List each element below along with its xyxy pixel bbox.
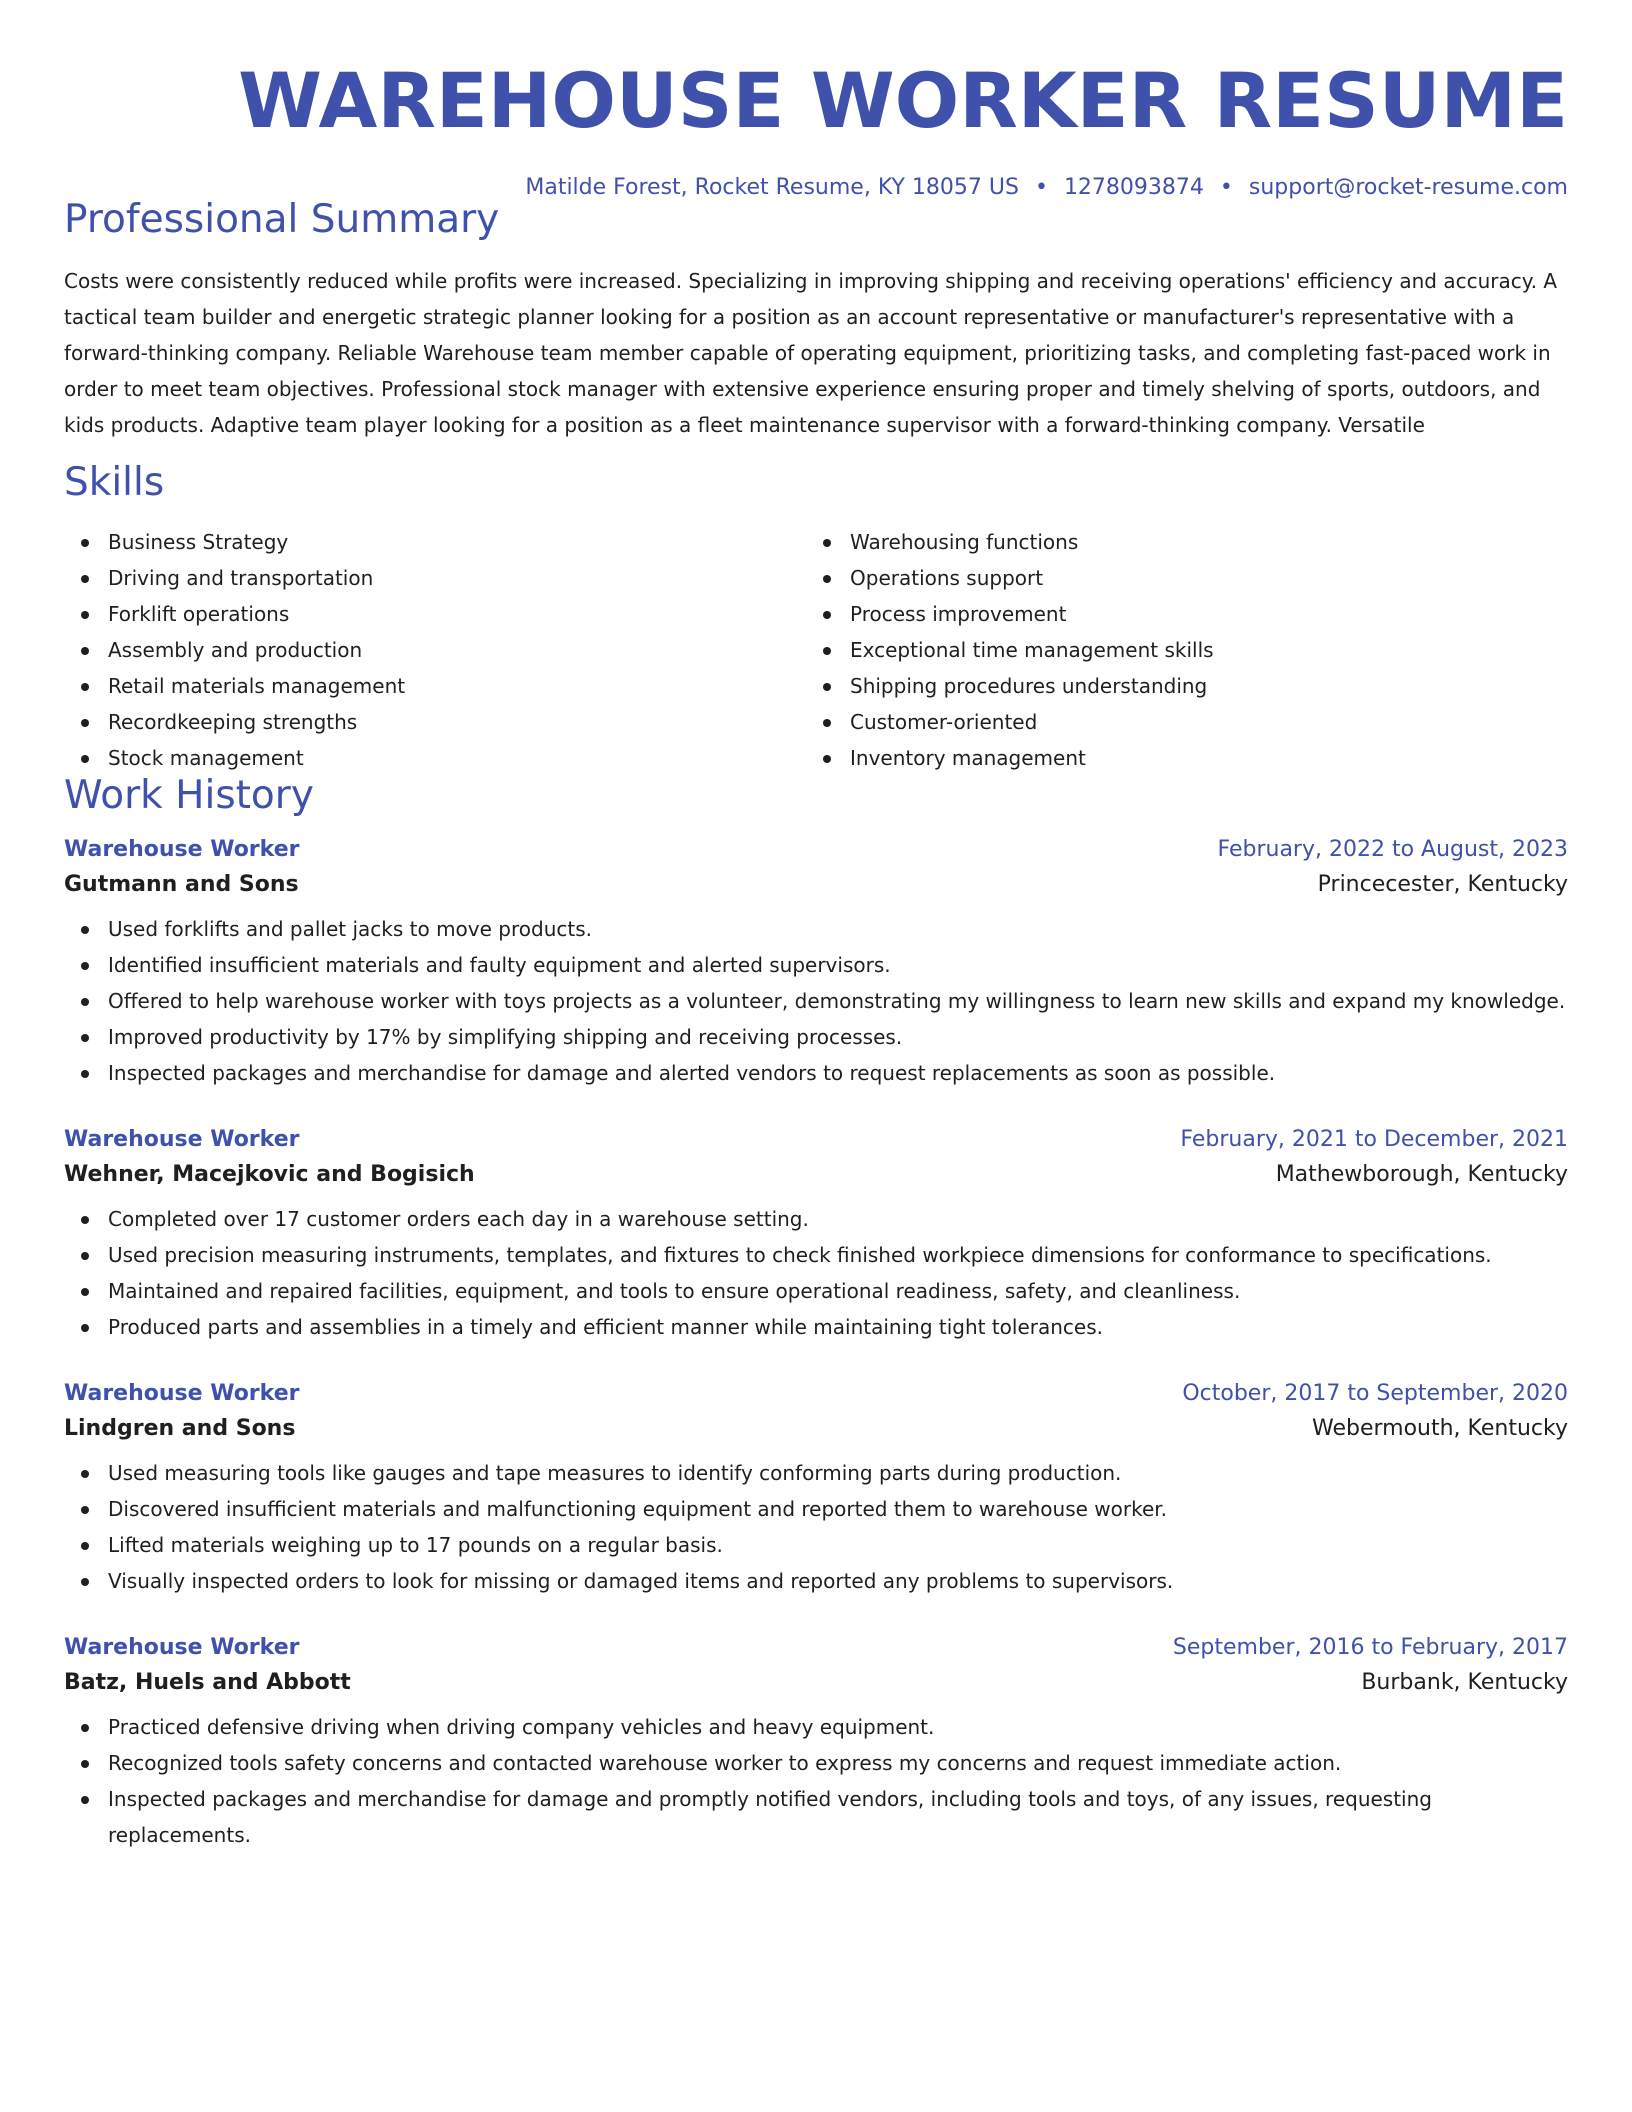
duty-item: Used precision measuring instruments, templates, and fixtures to check finished workpiece dimensions for conformance to specifications. — [64, 1237, 1568, 1273]
skill-item: Inventory management — [806, 740, 1548, 776]
summary-heading: Professional Summary — [64, 197, 500, 242]
skill-item: Shipping procedures understanding — [806, 668, 1548, 704]
skill-item: Business Strategy — [64, 524, 806, 560]
job-entry — [64, 1127, 1568, 1345]
job-dates: February, 2022 to August, 2023 — [1217, 837, 1568, 862]
job-location: Mathewborough, Kentucky — [1275, 1162, 1568, 1187]
duty-item: Discovered insufficient materials and malfunctioning equipment and reported them to warehouse worker. — [64, 1491, 1568, 1527]
duty-item: Practiced defensive driving when driving company vehicles and heavy equipment. — [64, 1709, 1568, 1745]
skills-column-right — [806, 524, 1548, 776]
job-company: Wehner, Macejkovic and Bogisich — [64, 1162, 475, 1187]
duty-item: Completed over 17 customer orders each day in a warehouse setting. — [64, 1201, 1568, 1237]
job-location: Princecester, Kentucky — [1317, 872, 1568, 897]
duty-item: Inspected packages and merchandise for damage and alerted vendors to request replacements as soon as possible. — [64, 1055, 1568, 1091]
contact-address: Matilde Forest, Rocket Resume, KY 18057 US — [525, 175, 1019, 200]
job-title: Warehouse Worker — [64, 837, 300, 862]
summary-text: Costs were consistently reduced while profits were increased. Specializing in improving shipping and receiving operations' efficiency and accuracy. A tactical team builder and energetic strategic planner looking for a position as an account representative or manufacturer's representative with a forward-thinking company. Reliable Warehouse team member capable of operating equipment, prioritizing tasks, and completing fast-paced work in order to meet team objectives. Professional stock manager with extensive experience ensuring proper and timely shelving of sports, outdoors, and kids products. Adaptive team player looking for a position as a fleet maintenance supervisor with a forward-thinking company. Versatile — [64, 269, 1558, 437]
job-dates: September, 2016 to February, 2017 — [1172, 1635, 1568, 1660]
duty-item: Maintained and repaired facilities, equipment, and tools to ensure operational readiness, safety, and cleanliness. — [64, 1273, 1568, 1309]
job-location: Webermouth, Kentucky — [1312, 1416, 1568, 1441]
job-entry — [64, 1635, 1568, 1853]
job-dates: February, 2021 to December, 2021 — [1180, 1127, 1568, 1152]
job-company-row — [64, 1162, 1568, 1187]
contact-separator: • — [1219, 175, 1233, 200]
duty-item: Recognized tools safety concerns and contacted warehouse worker to express my concerns and request immediate action. — [64, 1745, 1568, 1781]
job-company: Lindgren and Sons — [64, 1416, 296, 1441]
skill-item: Recordkeeping strengths — [64, 704, 806, 740]
duty-item: Used forklifts and pallet jacks to move products. — [64, 911, 1568, 947]
contact-email: support@rocket-resume.com — [1248, 175, 1568, 200]
resume-title: WAREHOUSE WORKER RESUME — [238, 56, 1568, 145]
job-title: Warehouse Worker — [64, 1127, 300, 1152]
job-title: Warehouse Worker — [64, 1635, 300, 1660]
skill-item: Assembly and production — [64, 632, 806, 668]
job-company: Batz, Huels and Abbott — [64, 1670, 351, 1695]
duty-item: Produced parts and assemblies in a timely and efficient manner while maintaining tight tolerances. — [64, 1309, 1568, 1345]
skill-item: Forklift operations — [64, 596, 806, 632]
skill-item: Operations support — [806, 560, 1548, 596]
job-company-row — [64, 872, 1568, 897]
contact-separator: • — [1034, 175, 1048, 200]
duty-item: Identified insufficient materials and faulty equipment and alerted supervisors. — [64, 947, 1568, 983]
duty-item: Offered to help warehouse worker with toys projects as a volunteer, demonstrating my willingness to learn new skills and expand my knowledge. — [64, 983, 1568, 1019]
job-duties — [64, 911, 1568, 1091]
job-title: Warehouse Worker — [64, 1381, 300, 1406]
skill-item: Customer-oriented — [806, 704, 1548, 740]
job-company-row — [64, 1416, 1568, 1441]
duty-item: Visually inspected orders to look for missing or damaged items and reported any problems to supervisors. — [64, 1563, 1568, 1599]
job-duties — [64, 1201, 1568, 1345]
job-location: Burbank, Kentucky — [1361, 1670, 1568, 1695]
duty-item: Improved productivity by 17% by simplifying shipping and receiving processes. — [64, 1019, 1568, 1055]
job-duties — [64, 1455, 1568, 1599]
skills-column-left — [64, 524, 806, 776]
skill-item: Warehousing functions — [806, 524, 1548, 560]
job-company: Gutmann and Sons — [64, 872, 299, 897]
job-header — [64, 837, 1568, 862]
job-entry — [64, 1381, 1568, 1599]
skill-item: Stock management — [64, 740, 806, 776]
job-company-row — [64, 1670, 1568, 1695]
resume-page — [64, 0, 1568, 1853]
skills-list — [64, 524, 1568, 776]
job-dates: October, 2017 to September, 2020 — [1182, 1381, 1568, 1406]
skills-heading: Skills — [64, 460, 165, 505]
skill-item: Exceptional time management skills — [806, 632, 1548, 668]
skill-item: Driving and transportation — [64, 560, 806, 596]
job-entry — [64, 837, 1568, 1091]
job-header — [64, 1127, 1568, 1152]
work-history-heading: Work History — [64, 773, 314, 818]
duty-item: Inspected packages and merchandise for damage and promptly notified vendors, including tools and toys, of any issues, requesting replacements. — [64, 1781, 1568, 1853]
job-header — [64, 1635, 1568, 1660]
job-header — [64, 1381, 1568, 1406]
duty-item: Used measuring tools like gauges and tape measures to identify conforming parts during production. — [64, 1455, 1568, 1491]
duty-item: Lifted materials weighing up to 17 pounds on a regular basis. — [64, 1527, 1568, 1563]
job-duties — [64, 1709, 1568, 1853]
skill-item: Process improvement — [806, 596, 1548, 632]
skill-item: Retail materials management — [64, 668, 806, 704]
contact-phone: 1278093874 — [1063, 175, 1204, 200]
